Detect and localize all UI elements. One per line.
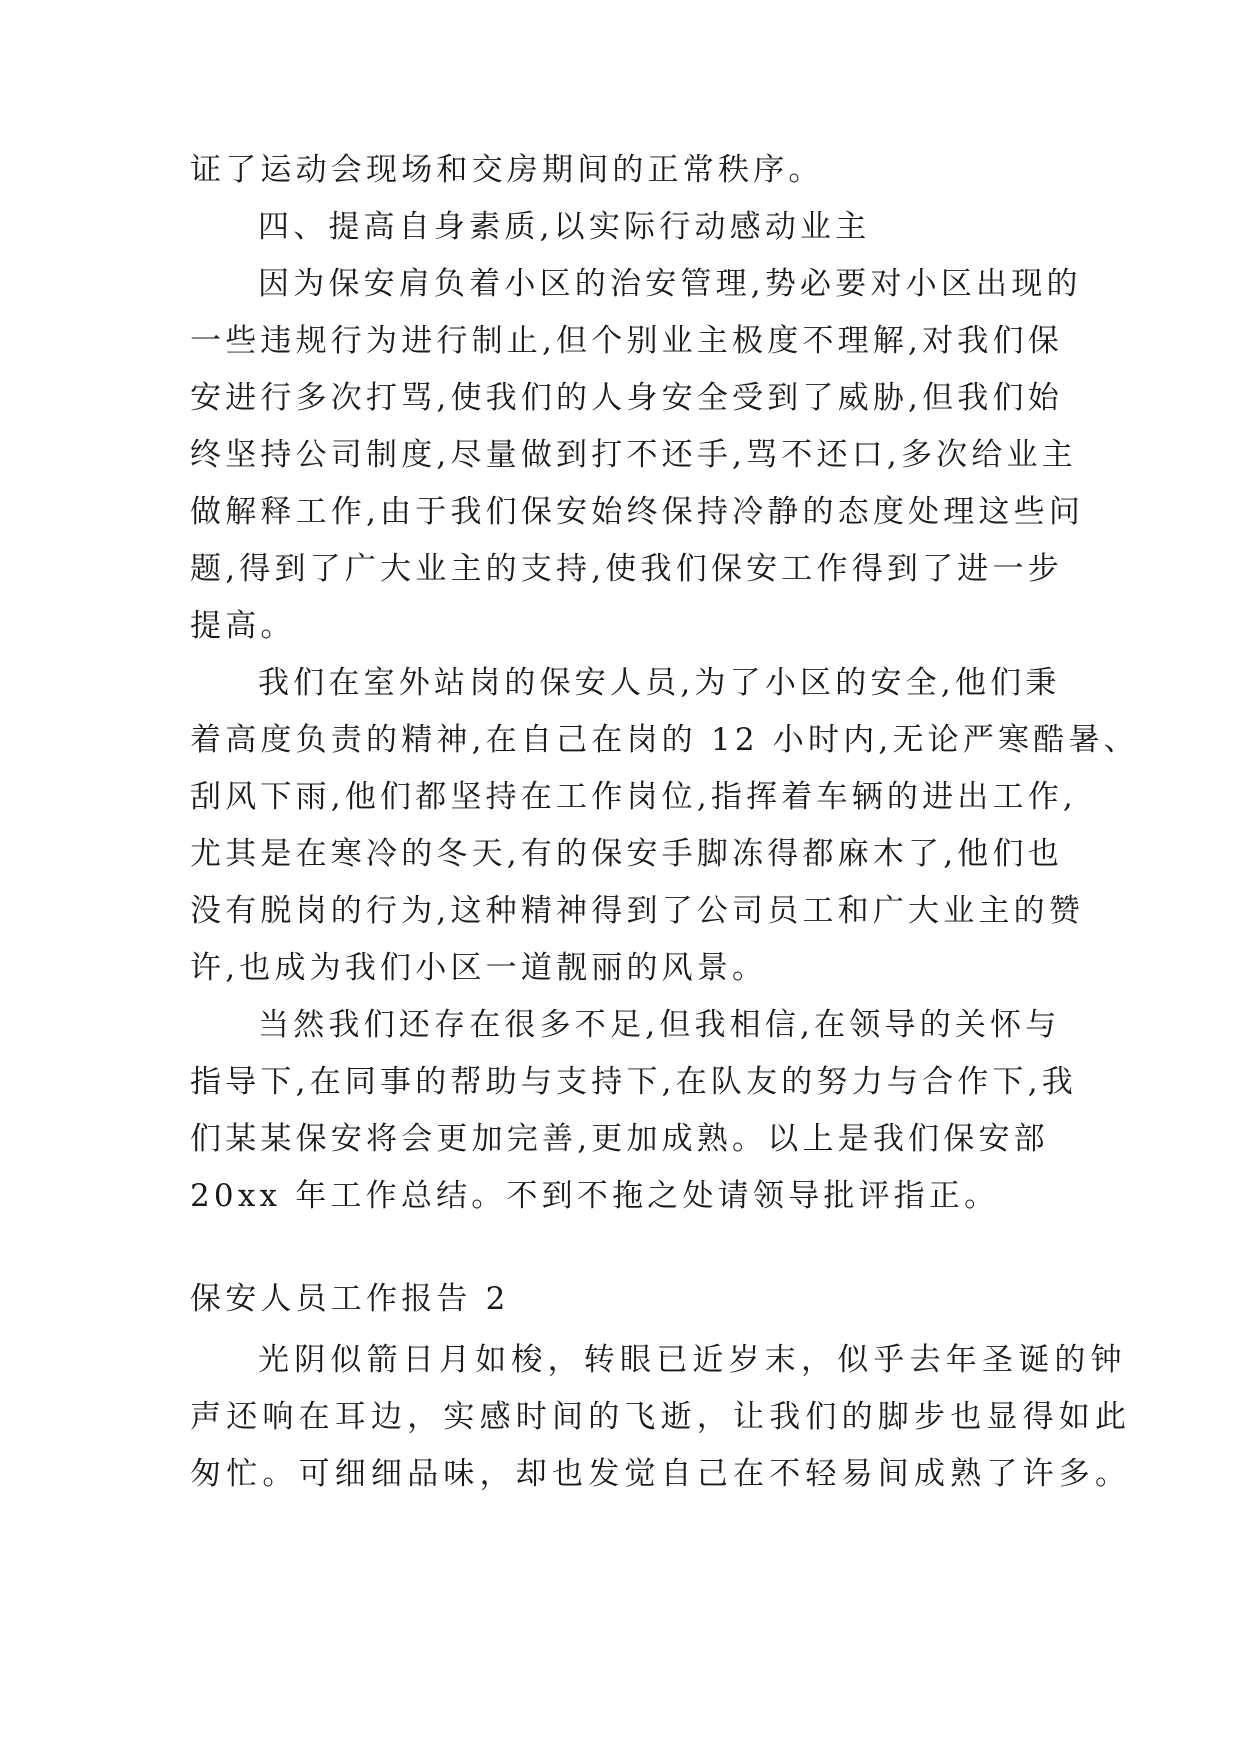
paragraph-line: 当然我们还存在很多不足,但我相信,在领导的关怀与 bbox=[258, 1007, 1061, 1043]
paragraph-line: 没有脱岗的行为,这种精神得到了公司员工和广大业主的赞 bbox=[190, 893, 1085, 929]
paragraph-line: 因为保安肩负着小区的治安管理,势必要对小区出现的 bbox=[258, 266, 1082, 302]
paragraph-line: 刮风下雨,他们都坚持在工作岗位,指挥着车辆的进出工作, bbox=[190, 779, 1077, 815]
paragraph-line: 题,得到了广大业主的支持,使我们保安工作得到了进一步 bbox=[190, 551, 1063, 587]
paragraph-line: 一些违规行为进行制止,但个别业主极度不理解,对我们保 bbox=[190, 323, 1063, 359]
section-heading: 四、提高自身素质,以实际行动感动业主 bbox=[258, 209, 871, 245]
paragraph-line: 提高。 bbox=[190, 608, 296, 644]
paragraph-line: 指导下,在同事的帮助与支持下,在队友的努力与合作下,我 bbox=[190, 1064, 1077, 1100]
paragraph-line: 许,也成为我们小区一道靓丽的风景。 bbox=[190, 950, 768, 986]
paragraph-line: 们某某保安将会更加完善,更加成熟。以上是我们保安部 bbox=[190, 1121, 1049, 1157]
paragraph-line: 20xx 年工作总结。不到不拖之处请领导批评指正。 bbox=[190, 1178, 1000, 1214]
paragraph-line: 终坚持公司制度,尽量做到打不还手,骂不还口,多次给业主 bbox=[190, 437, 1077, 473]
report-title: 保安人员工作报告 2 bbox=[190, 1281, 510, 1317]
paragraph-line: 声还响在耳边，实感时间的飞逝，让我们的脚步也显得如此 bbox=[190, 1399, 1132, 1435]
paragraph-line: 我们在室外站岗的保安人员,为了小区的安全,他们秉 bbox=[258, 665, 1061, 701]
paragraph-line: 光阴似箭日月如梭，转眼已近岁末，似乎去年圣诞的钟 bbox=[258, 1342, 1127, 1378]
paragraph-line: 做解释工作,由于我们保安始终保持冷静的态度处理这些问 bbox=[190, 494, 1085, 530]
paragraph-line: 安进行多次打骂,使我们的人身安全受到了威胁,但我们始 bbox=[190, 380, 1063, 416]
paragraph-line: 尤其是在寒冷的冬天,有的保安手脚冻得都麻木了,他们也 bbox=[190, 836, 1063, 872]
paragraph-line: 证了运动会现场和交房期间的正常秩序。 bbox=[190, 152, 824, 188]
paragraph-line: 着高度负责的精神,在自己在岗的 12 小时内,无论严寒酷暑、 bbox=[190, 722, 1139, 758]
paragraph-line: 匆忙。可细细品味，却也发觉自己在不轻易间成熟了许多。 bbox=[190, 1456, 1132, 1492]
